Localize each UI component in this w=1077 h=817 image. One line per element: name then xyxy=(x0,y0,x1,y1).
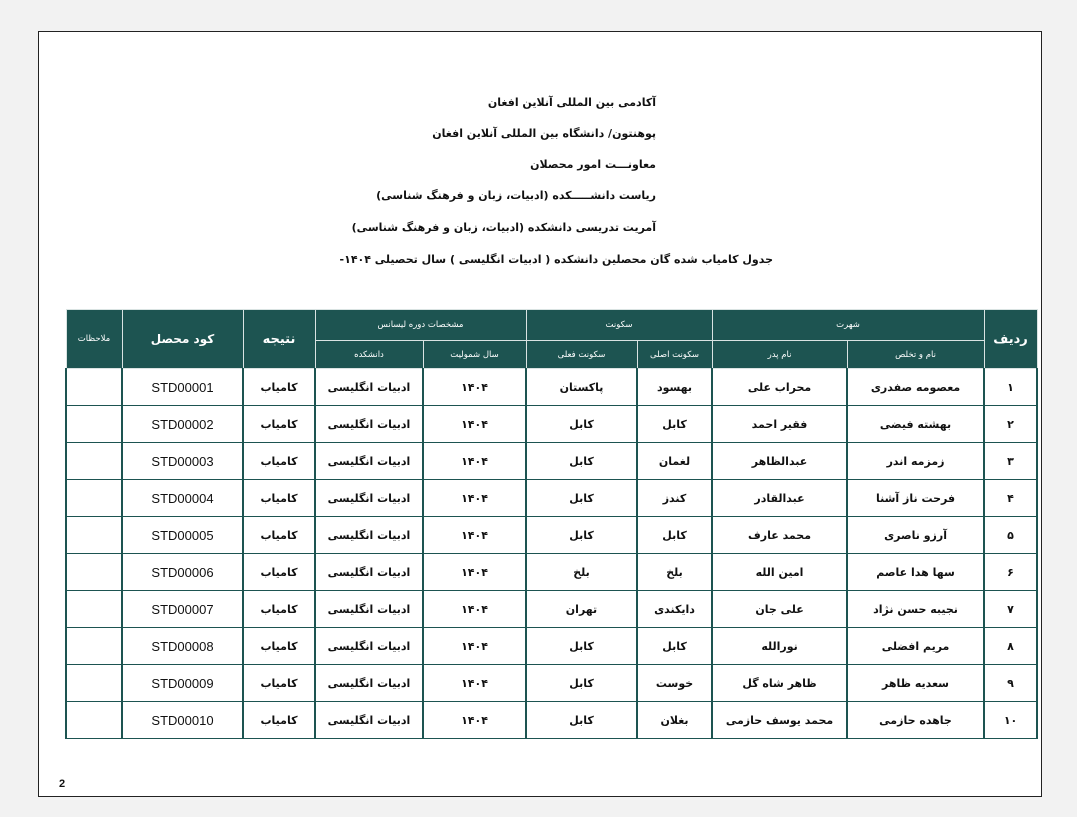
cell-name: فرحت ناز آشنا xyxy=(847,480,984,517)
cell-radif: ۹ xyxy=(984,665,1037,702)
cell-original-residence: بهسود xyxy=(637,369,712,406)
cell-current-residence: تهران xyxy=(526,591,637,628)
header-radif: ردیف xyxy=(984,310,1037,369)
cell-student-code: STD00002 xyxy=(122,406,243,443)
cell-notes xyxy=(66,702,122,739)
page-number: 2 xyxy=(59,778,66,790)
cell-radif: ۵ xyxy=(984,517,1037,554)
cell-current-residence: بلخ xyxy=(526,554,637,591)
cell-original-residence: لغمان xyxy=(637,443,712,480)
header-original-residence: سکونت اصلی xyxy=(637,341,712,369)
cell-student-code: STD00005 xyxy=(122,517,243,554)
cell-radif: ۶ xyxy=(984,554,1037,591)
cell-father: عبدالقادر xyxy=(712,480,847,517)
cell-name: نجیبه حسن نژاد xyxy=(847,591,984,628)
cell-current-residence: کابل xyxy=(526,443,637,480)
cell-notes xyxy=(66,591,122,628)
cell-radif: ۱ xyxy=(984,369,1037,406)
cell-father: محمد عارف xyxy=(712,517,847,554)
table-row xyxy=(66,665,1037,702)
cell-faculty: ادبیات انگلیسی xyxy=(315,443,423,480)
cell-current-residence: کابل xyxy=(526,665,637,702)
cell-notes xyxy=(66,517,122,554)
cell-father: ظاهر شاه گل xyxy=(712,665,847,702)
cell-result: کامیاب xyxy=(243,443,315,480)
cell-radif: ۲ xyxy=(984,406,1037,443)
cell-father: امین الله xyxy=(712,554,847,591)
cell-faculty: ادبیات انگلیسی xyxy=(315,702,423,739)
cell-student-code: STD00010 xyxy=(122,702,243,739)
cell-name: زمزمه اندر xyxy=(847,443,984,480)
cell-result: کامیاب xyxy=(243,480,315,517)
cell-notes xyxy=(66,665,122,702)
cell-radif: ۱۰ xyxy=(984,702,1037,739)
graduates-table xyxy=(65,309,1038,739)
cell-year: ۱۴۰۴ xyxy=(423,554,526,591)
cell-year: ۱۴۰۴ xyxy=(423,665,526,702)
table-title: جدول کامیاب شده گان محصلین دانشکده ( ادبیات انگلیسی ) سال تحصیلی ۱۴۰۴- xyxy=(339,253,773,266)
cell-student-code: STD00001 xyxy=(122,369,243,406)
cell-original-residence: کابل xyxy=(637,628,712,665)
cell-faculty: ادبیات انگلیسی xyxy=(315,406,423,443)
cell-faculty: ادبیات انگلیسی xyxy=(315,480,423,517)
document-page xyxy=(38,31,1042,797)
cell-year: ۱۴۰۴ xyxy=(423,702,526,739)
cell-original-residence: کابل xyxy=(637,406,712,443)
cell-year: ۱۴۰۴ xyxy=(423,406,526,443)
cell-original-residence: کندز xyxy=(637,480,712,517)
header-father-name: نام پدر xyxy=(712,341,847,369)
cell-notes xyxy=(66,443,122,480)
header-enrollment-year: سال شمولیت xyxy=(423,341,526,369)
table-row xyxy=(66,369,1037,406)
cell-radif: ۴ xyxy=(984,480,1037,517)
cell-result: کامیاب xyxy=(243,517,315,554)
university-title: پوهنتون/ دانشگاه بین المللی آنلاین افغان xyxy=(432,127,656,140)
faculty-presidency-title: ریاست دانشـــــکده (ادبیات، زبان و فرهنگ شناسی) xyxy=(376,189,656,202)
cell-name: جاهده حازمی xyxy=(847,702,984,739)
table-row xyxy=(66,702,1037,739)
cell-notes xyxy=(66,369,122,406)
table-row xyxy=(66,443,1037,480)
header-faculty: دانشکده xyxy=(315,341,423,369)
cell-name: سها هدا عاصم xyxy=(847,554,984,591)
header-group-residence: سکونت xyxy=(526,310,712,341)
cell-faculty: ادبیات انگلیسی xyxy=(315,591,423,628)
cell-student-code: STD00009 xyxy=(122,665,243,702)
table-row xyxy=(66,480,1037,517)
cell-result: کامیاب xyxy=(243,369,315,406)
cell-result: کامیاب xyxy=(243,702,315,739)
cell-current-residence: پاکستان xyxy=(526,369,637,406)
cell-original-residence: بلخ xyxy=(637,554,712,591)
cell-current-residence: کابل xyxy=(526,702,637,739)
cell-student-code: STD00006 xyxy=(122,554,243,591)
cell-year: ۱۴۰۴ xyxy=(423,517,526,554)
cell-faculty: ادبیات انگلیسی xyxy=(315,517,423,554)
deputy-title: معاونـــت امور محصلان xyxy=(530,158,656,171)
cell-name: مریم افضلی xyxy=(847,628,984,665)
cell-notes xyxy=(66,554,122,591)
table-row xyxy=(66,406,1037,443)
cell-radif: ۸ xyxy=(984,628,1037,665)
cell-faculty: ادبیات انگلیسی xyxy=(315,628,423,665)
cell-name: بهشته فیضی xyxy=(847,406,984,443)
cell-year: ۱۴۰۴ xyxy=(423,628,526,665)
cell-current-residence: کابل xyxy=(526,406,637,443)
cell-notes xyxy=(66,406,122,443)
cell-student-code: STD00004 xyxy=(122,480,243,517)
cell-year: ۱۴۰۴ xyxy=(423,443,526,480)
header-notes: ملاحظات xyxy=(66,310,122,369)
cell-result: کامیاب xyxy=(243,406,315,443)
cell-father: فقیر احمد xyxy=(712,406,847,443)
cell-student-code: STD00008 xyxy=(122,628,243,665)
cell-result: کامیاب xyxy=(243,665,315,702)
cell-year: ۱۴۰۴ xyxy=(423,480,526,517)
header-student-code: کود محصل xyxy=(122,310,243,369)
cell-father: عبدالظاهر xyxy=(712,443,847,480)
cell-current-residence: کابل xyxy=(526,480,637,517)
cell-year: ۱۴۰۴ xyxy=(423,369,526,406)
table-row xyxy=(66,591,1037,628)
cell-faculty: ادبیات انگلیسی xyxy=(315,554,423,591)
cell-original-residence: کابل xyxy=(637,517,712,554)
cell-current-residence: کابل xyxy=(526,628,637,665)
cell-result: کامیاب xyxy=(243,628,315,665)
cell-faculty: ادبیات انگلیسی xyxy=(315,369,423,406)
cell-original-residence: خوست xyxy=(637,665,712,702)
cell-year: ۱۴۰۴ xyxy=(423,591,526,628)
table-body xyxy=(66,369,1037,739)
header-group-fame: شهرت xyxy=(712,310,984,341)
header-current-residence: سکونت فعلی xyxy=(526,341,637,369)
header-name: نام و تخلص xyxy=(847,341,984,369)
table-row xyxy=(66,628,1037,665)
header-group-bachelor: مشخصات دوره لیسانس xyxy=(315,310,526,341)
header-result: نتیجه xyxy=(243,310,315,369)
table-row xyxy=(66,517,1037,554)
table-row xyxy=(66,554,1037,591)
teaching-directorate-title: آمریت تدریسی دانشکده (ادبیات، زبان و فرهنگ شناسی) xyxy=(351,221,656,234)
cell-name: آرزو ناصری xyxy=(847,517,984,554)
cell-notes xyxy=(66,628,122,665)
cell-faculty: ادبیات انگلیسی xyxy=(315,665,423,702)
cell-father: نورالله xyxy=(712,628,847,665)
cell-father: محمد یوسف حازمی xyxy=(712,702,847,739)
cell-father: علی جان xyxy=(712,591,847,628)
cell-result: کامیاب xyxy=(243,591,315,628)
cell-name: سعدیه ظاهر xyxy=(847,665,984,702)
academy-title: آکادمی بین المللی آنلاین افغان xyxy=(487,96,656,109)
cell-radif: ۳ xyxy=(984,443,1037,480)
cell-father: محراب علی xyxy=(712,369,847,406)
cell-original-residence: دایکندی xyxy=(637,591,712,628)
cell-notes xyxy=(66,480,122,517)
cell-radif: ۷ xyxy=(984,591,1037,628)
cell-result: کامیاب xyxy=(243,554,315,591)
cell-original-residence: بغلان xyxy=(637,702,712,739)
cell-student-code: STD00007 xyxy=(122,591,243,628)
cell-student-code: STD00003 xyxy=(122,443,243,480)
cell-name: معصومه صفدری xyxy=(847,369,984,406)
table-header xyxy=(66,310,1037,369)
cell-current-residence: کابل xyxy=(526,517,637,554)
